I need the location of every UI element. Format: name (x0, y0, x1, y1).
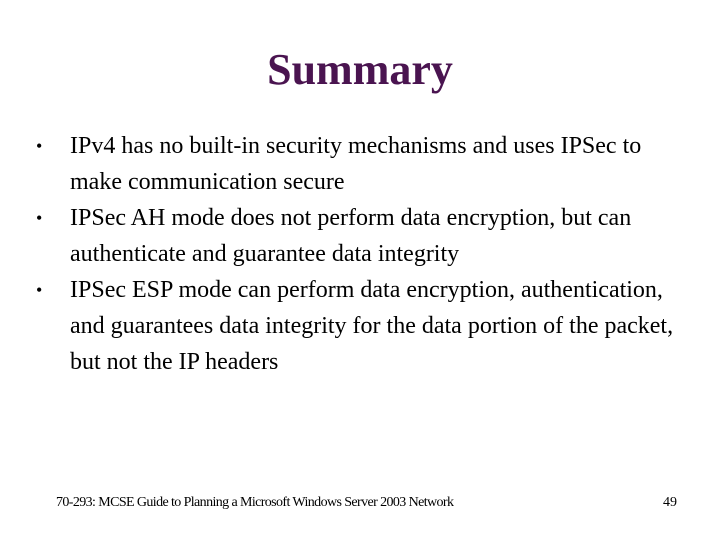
slide-title: Summary (267, 45, 453, 94)
bullet-marker: • (36, 136, 43, 156)
bullet-marker: • (36, 280, 43, 300)
bullet-text: IPSec AH mode does not perform data encryption, but can authenticate and guarantee data integrity (70, 205, 632, 267)
bullet-item (36, 272, 676, 380)
footer-text: 70-293: MCSE Guide to Planning a Microsoft Windows Server 2003 Network (56, 495, 454, 510)
bullet-item (36, 200, 676, 272)
bullet-text: IPv4 has no built-in security mechanisms and uses IPSec to make communication secure (70, 133, 642, 195)
bullet-marker: • (36, 208, 43, 228)
page-number: 49 (663, 495, 677, 510)
bullet-list (36, 128, 676, 380)
bullet-text: IPSec ESP mode can perform data encryption, authentication, and guarantees data integrity for the data portion of the packet, but not the IP headers (70, 277, 674, 375)
bullet-item (36, 128, 676, 200)
